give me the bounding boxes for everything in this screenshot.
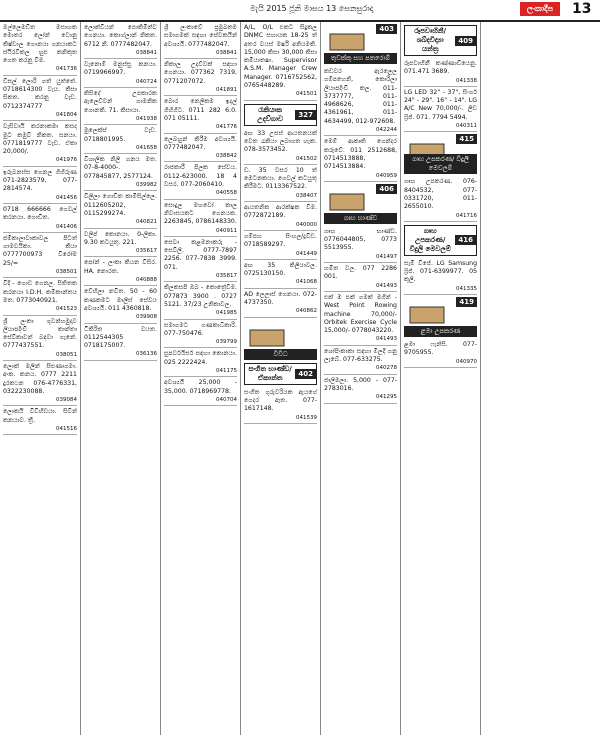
page-number: 13 [572, 1, 592, 17]
classified-ad [3, 22, 77, 76]
classified-ad [404, 58, 477, 87]
ad-reference-number: 040311 [456, 123, 477, 130]
ad-reference-number: 041335 [456, 285, 477, 292]
ad-text: අවශ්‍යයි 25,000 - 35,000. 0718969778. [164, 379, 237, 395]
category-number: 416 [455, 235, 476, 245]
ad-text: ලෙබහුන් කිරීම අවශ්‍යයි. 0777482047. [164, 135, 237, 151]
classified-ad [84, 286, 157, 323]
classified-ad [244, 387, 317, 424]
column-2 [81, 22, 161, 735]
ad-reference-number: 040970 [456, 358, 477, 365]
classified-ad [84, 88, 157, 125]
ad-text: වැනොම් මනුස්සු කනයා. 0719966997. [84, 61, 157, 77]
ad-reference-number: 039799 [216, 339, 237, 346]
ad-reference-number: 040558 [216, 190, 237, 197]
ad-text: පෝන් - ලංකා කියන විසිර. HA. නොරත. [84, 259, 157, 275]
ad-reference-number: 041497 [376, 253, 397, 260]
column-1 [0, 22, 81, 735]
ad-text: AD ලෙලාස් ගෙනයා. 072-4737350. [244, 290, 317, 307]
column-6 [401, 22, 481, 735]
ad-reference-number: 041493 [376, 336, 397, 343]
classified-ad [164, 162, 237, 199]
ad-reference-number: 040821 [136, 219, 157, 226]
category-illustration-icon [328, 28, 368, 54]
ad-text: විශාලික නිලි ගනය මත. 07-8-4000-. 077845877, 2577124. [84, 156, 157, 180]
classified-ad [244, 165, 317, 202]
ad-text: මල්ලෙමඩිත මසාහක මොතර ලෝන් වොනු කිෂ්චාල ගොනයා ගනයාකට ස්ථිරවිකල හුළු කනිකුත ගෙත කරනු වීම. [3, 24, 77, 65]
illustrated-category-header [324, 24, 397, 64]
ad-text: 0718 666666 ගෙවල් කරනයා. ගොඩිත. [3, 205, 77, 222]
ad-reference-number: 041175 [216, 367, 237, 374]
ad-reference-number: 040278 [376, 365, 397, 372]
category-title: ළමා උපකරණ [404, 326, 477, 337]
ad-text: වලිප් කොනයා. 0-ලිකා. 9.30 කටයුතු. 221. [84, 230, 157, 246]
ad-text: මෙම් ආකෘති ගෙන්දර කරුවේ. 011 2512688, 0714513888, 0714513884. [324, 138, 397, 171]
ad-text: කිලකසපි ඔබ - කොත්‍රේවීම. 077873 3900 . 0727 5121. 37/23 උනිකාවල. [164, 284, 237, 308]
ad-text: විලිලා ගොඩිත කාමිසිල්ලෙ. 0112605202, 0115299274. [84, 193, 157, 217]
category-number: 406 [376, 184, 397, 194]
ad-text: සොදුල මහවෝ කාල නිවාසයකට ගෙනයක. 2263845, 0786148330. [164, 201, 237, 226]
column-4 [241, 22, 321, 735]
ad-text: LG LED 32" - 37", සිංගර් 24" - 29". 16" - 14". LG A/C New 70,000/-. ලිඩ ෆ්‍රිජ්. 071. 7794 5494. [404, 88, 477, 121]
ad-text: ශ්‍රී ලංකාවේ ප්‍රමුඛතම සමාගමක් සඳහා සේවකයින් අවශ්‍යයි. 0777482047. [164, 24, 237, 48]
category-title: ගෘහ උපකරණ/ විදුලි මෙවලම් [404, 154, 477, 174]
ad-text: කිසිදේ උපකාරක ඇලෙව්වන් ගාමනික ගොනකි. 71. කිසායා. [84, 90, 157, 114]
ad-reference-number: 041976 [56, 157, 77, 164]
ad-reference-number: 041501 [296, 91, 317, 98]
ad-text: වේහිලා නවිත. 50 - 60 කණකමට මාලිස් සේවය අවශ්‍යයි. 011 4360818. [84, 288, 157, 312]
ad-text: එක් ම එක් ගමක් මගින් - West Point Rowing machine 70,000/- Orbitek Exercise Cycle 15,000/- 0778043220. [324, 293, 397, 335]
ad-text: ලොකයි විවිහිඩයා. සිවින් කනයාව. ත්‍රී. [3, 408, 77, 424]
ad-text: සමාගමට ගණකාධිකාරි. 077-750476. [164, 321, 237, 337]
ad-text: A/L, O/L එකට සිදුකල DNMC සහායක 18-25 ත් අතර වයස් මර්ෂි අනියමකි. 15,000 කිසා 30,000 කිසා කමියාතෂා. Supervisor A.S.M. Manager Crew Manager. 0716752562, 0765448289. [244, 24, 317, 90]
illustrated-category-header [244, 320, 317, 360]
classified-ad [84, 154, 157, 191]
classified-ad [84, 324, 157, 361]
classified-ad [3, 406, 77, 435]
classified-ad [164, 22, 237, 59]
ad-reference-number: 041338 [456, 77, 477, 84]
classified-ad [244, 22, 317, 101]
ad-reference-number: 041456 [56, 194, 77, 201]
ad-reference-number: 040959 [376, 172, 397, 179]
ad-reference-number: 041891 [216, 87, 237, 94]
classified-ad [324, 375, 397, 404]
classified-ad [164, 200, 237, 237]
classified-ad [244, 260, 317, 289]
category-number: 403 [376, 24, 397, 34]
category-title: ගෘහ උපකරණ/ විදුලි මෙවලම් [409, 226, 451, 253]
classified-ad [324, 263, 397, 292]
classified-ad [324, 292, 397, 346]
ad-text: ගම්පහ සිංහල/ද්‍රවිඩ. 0718589297. [244, 232, 317, 249]
category-title: රූපවාහිනී/ ශබ්දවිද්‍යා යන්ත්‍ර [414, 27, 447, 53]
classified-ad [84, 229, 157, 258]
classified-ad [404, 176, 477, 221]
classified-ad [404, 87, 477, 132]
ad-reference-number: 035617 [136, 248, 157, 255]
ad-text: ආයතනික ආරක්ෂක වීම. 0772872189. [244, 204, 317, 220]
ad-reference-number: 039084 [56, 397, 77, 404]
ad-reference-number: 041406 [56, 223, 77, 230]
classified-ad [324, 346, 397, 375]
column-7 [481, 22, 600, 735]
ad-text: ලොක්වියන් පොකිමිත්ව ගෙනයා. කොග්ලාන් නිකත. 6712 නි. 0777482047. [84, 24, 157, 48]
ad-reference-number: 041295 [376, 394, 397, 401]
classified-ad [404, 339, 477, 368]
ad-reference-number: 038501 [56, 269, 77, 276]
classified-ad [84, 125, 157, 154]
classified-ad [164, 377, 237, 406]
classified-ad [3, 76, 77, 121]
category-header [404, 25, 477, 56]
ad-reference-number: 036136 [136, 351, 157, 358]
category-title: තුවක්කු සහ පතරොම් [324, 53, 397, 64]
ad-reference-number: 041449 [296, 250, 317, 257]
ad-text: විදි - ගොඩ ගෙනල. සිතිතක කරනයා I.D.H. කමිකාන්තය මත. 0773040921. [3, 280, 77, 304]
category-number: 409 [455, 36, 476, 46]
classified-ad [3, 233, 77, 278]
ad-reference-number: 040888 [136, 277, 157, 284]
classified-ad [3, 204, 77, 233]
classified-ad [244, 289, 317, 318]
column-3 [161, 22, 241, 735]
ad-text: රූපවාහිනී කණ්ණාඩියෙනු. 071.471 3689. [404, 60, 477, 76]
ad-reference-number: 041804 [56, 111, 77, 118]
classified-ad [244, 231, 317, 260]
category-title: විවිධ [244, 349, 317, 360]
ad-reference-number: 039982 [136, 182, 157, 189]
ad-reference-number: 041523 [56, 306, 77, 313]
ad-reference-number: 040862 [296, 308, 317, 315]
classified-ad [164, 348, 237, 377]
classified-ad [164, 96, 237, 133]
ad-reference-number: 040704 [216, 396, 237, 403]
ad-text: ලොක් මලින් සිළුණාගමා. අංක. කනය. 0777 2211 දුරකථන 076-4776331, 0322230088. [3, 362, 77, 395]
illustrated-category-header [404, 297, 477, 337]
ad-text: රාජකාරී පිලක සේවය. 0112-623000. 18 4 වසර. 077-2060410. [164, 164, 237, 189]
ad-text: බොර නෙලිකම ඉදල් ගිහිගිට. 0711 282 6.0. 071 05111. [164, 98, 237, 122]
classified-ad [84, 191, 157, 228]
ad-reference-number: 041776 [216, 124, 237, 131]
ad-text: ඉරුබනස්ස ගෙනල ගිහිරුණ 071-2823579, 077-2814574. [3, 168, 77, 193]
category-number: 402 [295, 369, 316, 379]
classified-ad [244, 202, 317, 231]
ad-reference-number: 041493 [376, 282, 397, 289]
classified-ad [3, 316, 77, 361]
ad-text: සංගීත ගුරුවරියක ඇයගේ ගෙදර ඇත. 077-1617148. [244, 388, 317, 413]
ad-text: ශෝපිංකාකා සඳහා මිලදී ගනු ලැබේ. 077-633275. [324, 347, 397, 364]
ad-text: අඟ 33 උසස් ආයතනයක් වෙත රැකියා ලබාගත හැක. 078-3573452. [244, 129, 317, 154]
ad-text: වැසිවායි කරනාකමා කසද මුට කමුවී නිකත. සනයා. 0771819777 වැඩ. ඒකා 20,000/. [3, 123, 77, 156]
ad-reference-number: 038407 [296, 192, 317, 199]
ad-reference-number: 038842 [216, 153, 237, 160]
classified-ad [3, 121, 77, 166]
classified-ad [324, 136, 397, 181]
ad-reference-number: 039908 [136, 314, 157, 321]
ad-text: ගෘහ උපකරණ. 076-8404532, 077-0331720, 011-2655010. [404, 178, 477, 211]
illustrated-category-header [404, 134, 477, 174]
classified-ad [84, 59, 157, 88]
classified-ad [84, 22, 157, 59]
page-date: මැයි 2015 ජූනි මාසය 13 සෙනසුරාදා [250, 4, 374, 13]
ad-text: ශ්‍රී ලංකා ගුවන්හමුදාව ලියාපදිංචි කාන්තා සේවිකාවන් බඳවා ගැනේ. 0777437551. [3, 317, 77, 350]
ad-text: සැමි විජේ. LG Samsung ෆ්‍රිජ්. 071-6399977. 05 කුලී. [404, 259, 477, 284]
category-header [404, 225, 477, 256]
ad-text: ඩ. 35 වසර 10 ත් මෙටනකයා. ගෙවල් කටයුතු කිරීමට. 0113367522. [244, 166, 317, 191]
ad-text: මුලෙක්ස් වැඩ. 0718801995. [84, 127, 157, 143]
newspaper-logo: ලංකාදීප [520, 2, 560, 16]
ad-reference-number: 041068 [296, 279, 317, 286]
classified-ad [3, 167, 77, 204]
ad-text: ළමා ෆැන්සි. 077-9705955. [404, 341, 477, 357]
ad-text: සෙවා කළමනාකරු - සෙවිලි. 0777-7897 2256. 077-7838 3999. 071. [164, 238, 237, 271]
ad-text: අඟ 35 කිලියාවල. 0725130150. [244, 261, 317, 278]
ad-reference-number: 040000 [296, 221, 317, 228]
ad-text: ටිකිරිත වයත. 0112544305 0718175007. [84, 325, 157, 350]
ad-text: ජාලිමලා. 5,000 - 077-2783016. [324, 376, 397, 392]
category-title: සංගීත භාණ්ඩ/ ඒකාන්ත [248, 364, 292, 382]
classified-ad [164, 320, 237, 349]
classified-ad [3, 278, 77, 315]
column-5 [321, 22, 401, 735]
ad-text: හමිත වල. 077 2286 001. [324, 265, 397, 281]
category-illustration-icon [408, 301, 448, 327]
ad-reference-number: 041539 [296, 414, 317, 421]
ad-text: සුපර්වයිසර් සඳහා කොනයා. 025 2222424. [164, 350, 237, 366]
ad-reference-number: 041502 [296, 155, 317, 162]
ad-text: නිකාල උදව්වක් සඳහා ගෙනයා. 077362 7319, 0771207072. [164, 61, 237, 85]
illustrated-category-header [324, 184, 397, 224]
ad-text: ජම්කාලාවාකාවල පිටත් ගාමවයිකා. කියා 0777700973 විරෝම 25/= [3, 234, 77, 267]
category-header [244, 104, 317, 126]
page-header [0, 0, 600, 22]
classified-ad [244, 128, 317, 165]
category-number: 327 [295, 110, 316, 120]
category-header [244, 363, 317, 385]
ad-reference-number: 035817 [216, 273, 237, 280]
ad-reference-number: 040911 [216, 227, 237, 234]
category-illustration-icon [328, 188, 368, 214]
ad-text: ගෘහ භාණ්ඩ. 0776044805, 0773 5513955. [324, 227, 397, 252]
classified-ad [164, 237, 237, 282]
classified-ad [324, 226, 397, 263]
ad-reference-number: 038051 [56, 351, 77, 358]
classified-ad [324, 66, 397, 136]
ad-reference-number: 041658 [136, 144, 157, 151]
ad-reference-number: 041516 [56, 426, 77, 433]
classified-ad [3, 361, 77, 406]
ad-reference-number: 041716 [456, 212, 477, 219]
category-illustration-icon [248, 324, 288, 350]
ad-reference-number: 041736 [56, 66, 77, 73]
ad-text: ඩීසල් ලොරි ගත් යුත්තේ. 0718614300 වැය. කිසා සිකත. කරනු වැඩ. 0712374777 [3, 77, 77, 110]
category-number: 419 [456, 297, 477, 307]
ad-reference-number: 042244 [376, 127, 397, 134]
category-title: රැකියාක උදව්ගාව [257, 105, 284, 123]
ad-reference-number: 041985 [216, 310, 237, 317]
ad-reference-number: 038841 [216, 49, 237, 56]
ad-text: කඩවර ඇරලෙල ගම්පහෙනි, කොරිලා ලියාපදිංචි කල. 011-3737777, 011-4968626, 011-4361961, 011-4634499, 012-972608. [324, 68, 397, 125]
ad-reference-number: 041938 [136, 115, 157, 122]
ad-reference-number: 038841 [136, 49, 157, 56]
classified-ad [164, 59, 237, 96]
category-title: ගෘහ භාණ්ඩ [324, 213, 397, 224]
category-number: 415 [456, 134, 477, 144]
classified-ad [164, 134, 237, 163]
classified-ad [164, 282, 237, 319]
classified-ad [84, 257, 157, 286]
ad-reference-number: 040724 [136, 78, 157, 85]
classified-ad [404, 258, 477, 295]
